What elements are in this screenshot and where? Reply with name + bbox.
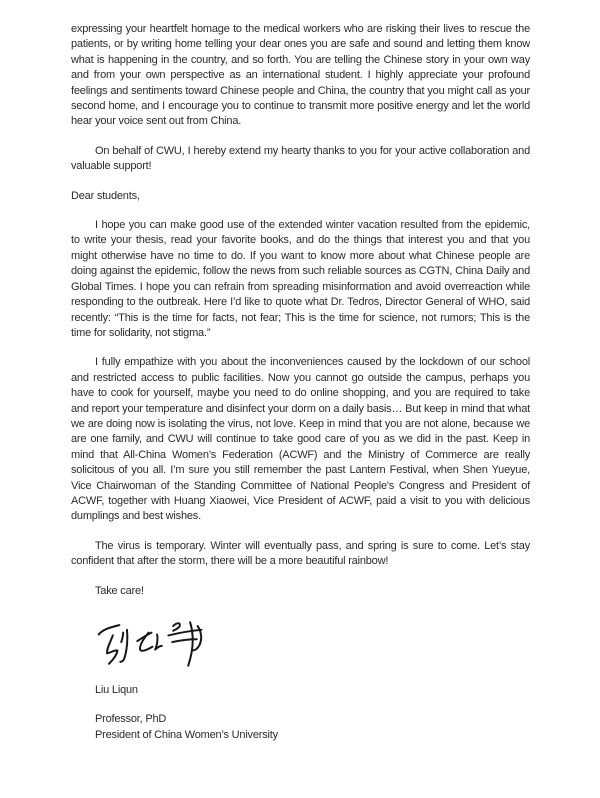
signer-name: Liu Liqun: [95, 684, 138, 696]
salutation: Dear students,: [71, 189, 140, 202]
closing: Take care!: [95, 584, 144, 597]
signature-strokes-icon: [93, 613, 225, 673]
paragraph-hope: The virus is temporary. Winter will eventually pass, and spring is sure to come. Let’s stay confident that after the storm, there will be a more beautiful rainbow!: [71, 539, 530, 568]
paragraph-continuation: expressing your heartfelt homage to the medical workers who are risking their lives to rescue the patients, or by writing home telling your dear ones you are safe and sound and letting them know what is happening in the country, and so forth. You are telling the Chinese story in your own way and from your own perspective as an international student. I highly appreciate your profound feelings and sentiments toward Chinese people and China, the country that you might call as your second home, and I encourage you to continue to transmit more positive energy and let the world hear your voice sent out from China.: [71, 23, 530, 128]
handwritten-signature: [93, 613, 530, 673]
signer-org: President of China Women’s University: [95, 728, 278, 741]
paragraph-empathy: I fully empathize with you about the inconveniences caused by the lockdown of our school and restricted access to public facilities. Now you cannot go outside the campus, perhaps you have to cook for yourself, maybe you need to do online shopping, and you are required to take and report your temperature and disinfect your dorm on a daily basis… But keep in mind that what we are doing now is isolating the virus, not love. Keep in mind that you are not alone, because we are one family, and CWU will continue to take good care of you as we did in the past. Keep in mind that All-China Women’s Federation (ACWF) and the Ministry of Commerce are really solicitous of you all. I’m sure you still remember the past Lantern Festival, when Shen Yueyue, Vice Chairwoman of the Standing Committee of National People's Congress and President of ACWF, together with Huang Xiaowei, Vice President of ACWF, paid a visit to you with delicious dumplings and best wishes.: [71, 356, 530, 523]
signer-title-block: [95, 712, 530, 743]
paragraph-thanks: On behalf of CWU, I hereby extend my hearty thanks to you for your active collaboration and valuable support!: [71, 144, 530, 173]
paragraph-advice: I hope you can make good use of the extended winter vacation resulted from the epidemic, to write your thesis, read your favorite books, and do the things that interest you and that you might otherwise have no time to do. If you want to know more about what Chinese people are doing against the epidemic, follow the news from such reliable sources as CGTN, China Daily and Global Times. I hope you can refrain from spreading misinformation and avoid overreaction while responding to the outbreak. Here I’d like to quote what Dr. Tedros, Director General of WHO, said recently: “This is the time for facts, not fear; This is the time for science, not rumors; This is the time for solidarity, not stigma.”: [71, 219, 530, 339]
signer-title: Professor, PhD: [95, 713, 167, 726]
